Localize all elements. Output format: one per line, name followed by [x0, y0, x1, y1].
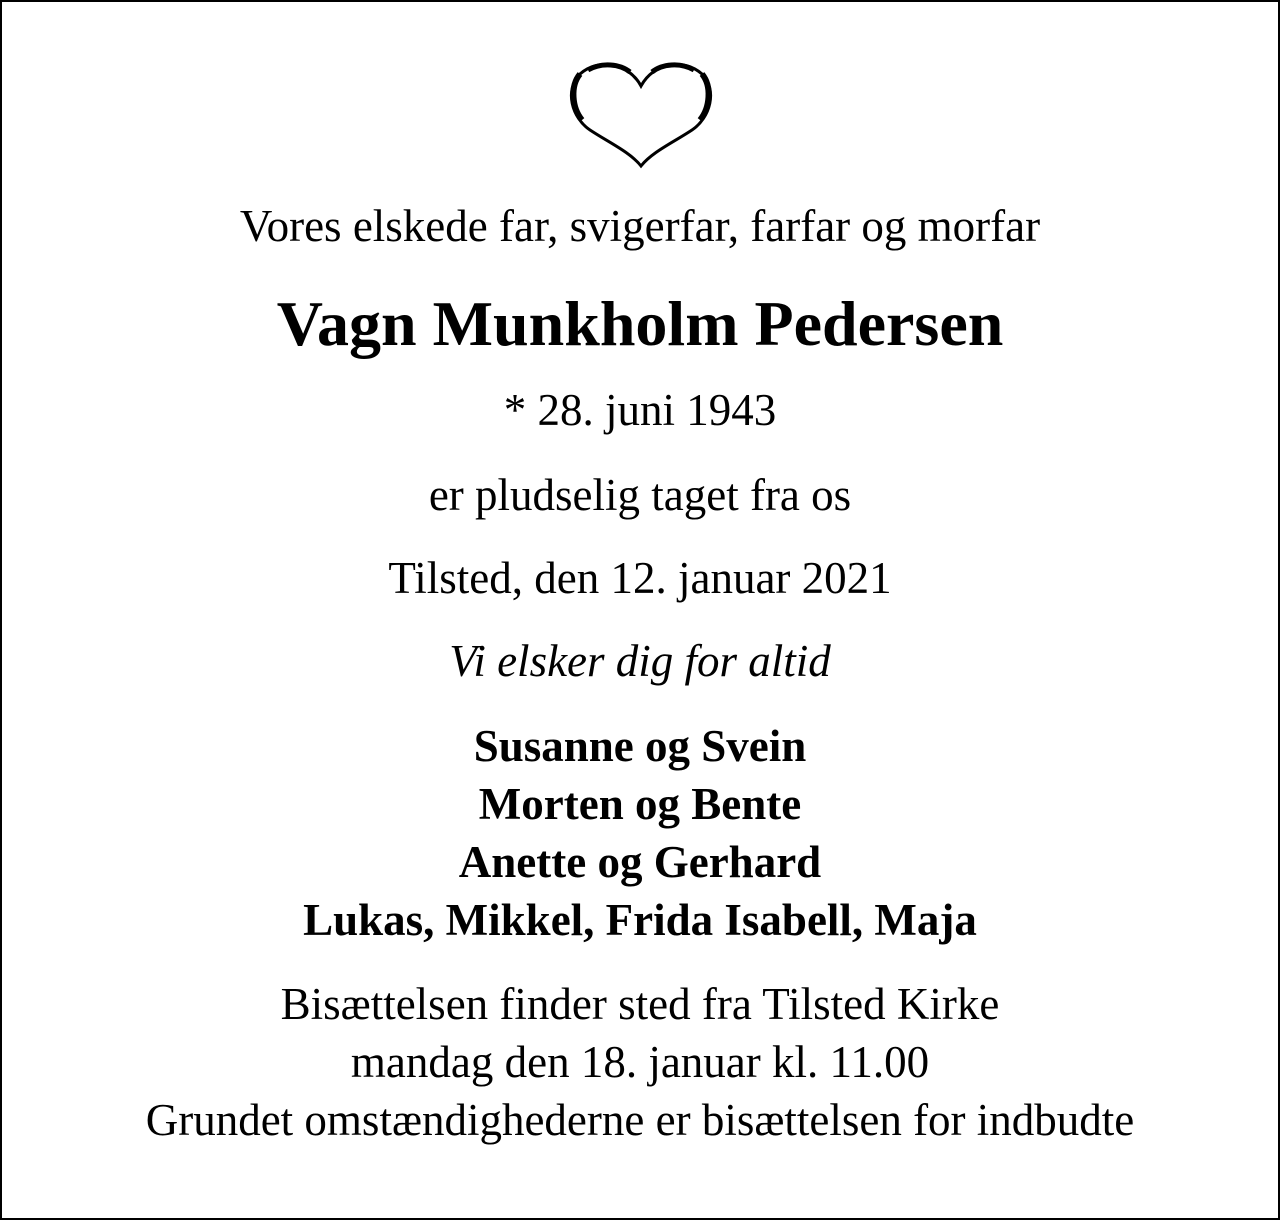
funeral-line: Grundet omstændighederne er bisættelsen for indbudte	[145, 1095, 1135, 1145]
birth-date: * 28. juni 1943	[503, 385, 777, 435]
family-line: Lukas, Mikkel, Frida Isabell, Maja	[303, 895, 977, 945]
heart-icon	[568, 60, 714, 170]
funeral-line: mandag den 18. januar kl. 11.00	[350, 1037, 930, 1087]
farewell-text: Vi elsker dig for altid	[449, 636, 831, 686]
family-line: Anette og Gerhard	[458, 837, 822, 887]
family-line: Susanne og Svein	[473, 721, 807, 771]
intro-text: Vores elskede far, svigerfar, farfar og morfar	[239, 201, 1041, 251]
funeral-line: Bisættelsen finder sted fra Tilsted Kirke	[280, 979, 1000, 1029]
family-line: Morten og Bente	[478, 779, 802, 829]
deceased-name: Vagn Munkholm Pedersen	[276, 288, 1004, 359]
passing-text: er pludselig taget fra os	[428, 470, 852, 520]
place-date: Tilsted, den 12. januar 2021	[388, 553, 892, 603]
